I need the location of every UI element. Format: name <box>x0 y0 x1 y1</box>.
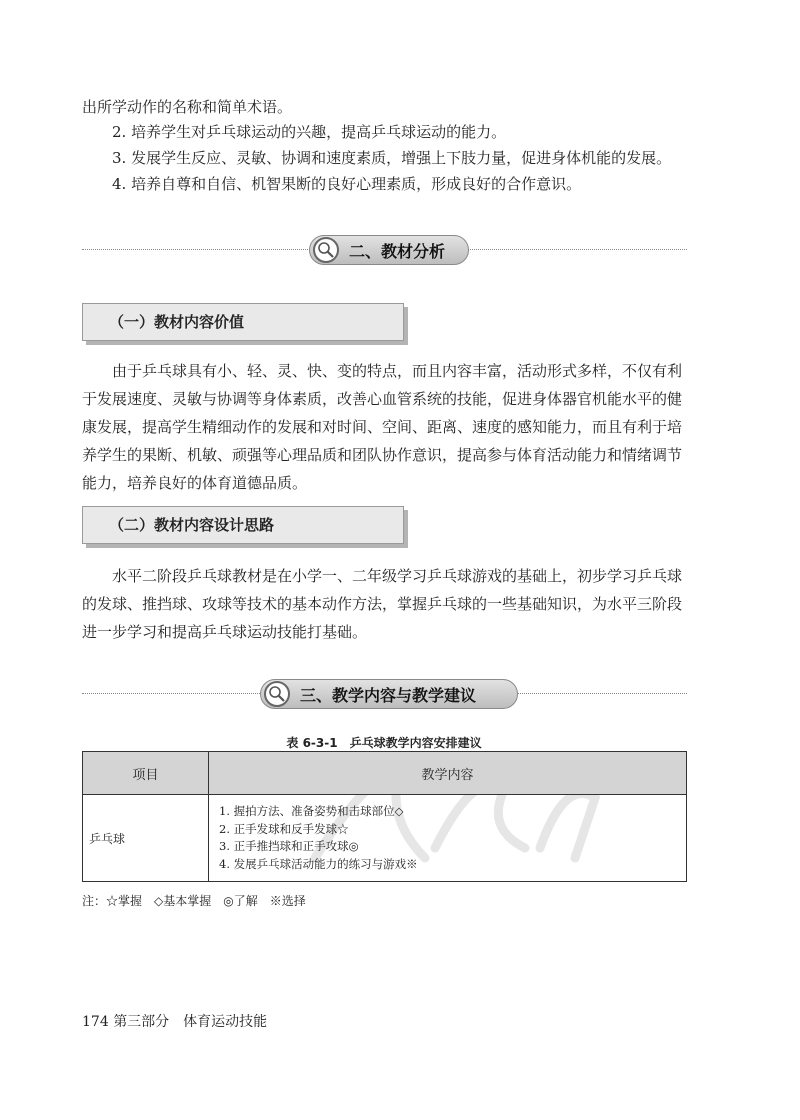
subsection-header-design <box>82 506 404 544</box>
table-tennis-icon <box>264 681 290 707</box>
header-content: 教学内容 <box>209 752 687 795</box>
subsection-title: （一）教材内容价值 <box>109 313 245 331</box>
page-number: 174 <box>82 1014 109 1030</box>
table-row <box>83 795 687 882</box>
cell-contents <box>209 795 687 882</box>
objective-item-4: 4. 培养自尊和自信、机智果断的良好心理素质，形成良好的合作意识。 <box>112 175 582 193</box>
table-header-row <box>83 752 687 795</box>
objective-item-2: 2. 培养学生对乒乓球运动的兴趣，提高乒乓球运动的能力。 <box>112 123 507 141</box>
section-header-analysis <box>309 235 469 265</box>
list-item: 1. 握拍方法、准备姿势和击球部位◇ <box>219 804 404 818</box>
table-caption: 表 6-3-1 乒乓球教学内容安排建议 <box>286 736 482 750</box>
section-title: 三、教学内容与教学建议 <box>300 685 477 705</box>
section-divider-right <box>516 693 687 694</box>
objectives-continuation: 出所学动作的名称和简单术语。 <box>82 98 293 116</box>
subsection-title: （二）教材内容设计思路 <box>109 516 275 534</box>
list-item: 4. 发展乒乓球活动能力的练习与游戏※ <box>219 856 418 871</box>
header-project: 项目 <box>83 752 209 795</box>
subsection-header-value <box>82 303 404 341</box>
paragraph-design: 水平二阶段乒乓球教材是在小学一、二年级学习乒乓球游戏的基础上，初步学习乒乓球的发球、推挡球、攻球等技术的基本动作方法，掌握乒乓球的一些基础知识，为水平三阶段进一步学习和提高乒乓球运动技能打基础。 <box>82 567 683 641</box>
section-divider-left <box>82 249 312 250</box>
section-title: 二、教材分析 <box>349 241 446 261</box>
paragraph-value: 由于乒乓球具有小、轻、灵、快、变的特点，而且内容丰富，活动形式多样，不仅有利于发展速度、灵敏与协调等身体素质，改善心血管系统的技能，促进身体器官机能水平的健康发展，提高学生精细动作的发展和对时间、空间、距离、速度的感知能力，而且有利于培养学生的果断、机敏、顽强等心理品质和团队协作意识，提高参与体育活动能力和情绪调节能力，培养良好的体育道德品质。 <box>82 362 683 492</box>
objective-item-3: 3. 发展学生反应、灵敏、协调和速度素质，增强上下肢力量，促进身体机能的发展。 <box>112 149 672 167</box>
section-divider-right <box>467 249 687 250</box>
list-item: 3. 正手推挡球和正手攻球◎ <box>219 839 359 853</box>
content-table <box>82 751 687 882</box>
cell-project: 乒乓球 <box>83 795 209 882</box>
section-divider-left <box>82 693 262 694</box>
table-note: 注：☆掌握 ◇基本掌握 ◎了解 ※选择 <box>82 894 306 908</box>
table-tennis-icon <box>313 237 339 263</box>
page-footer <box>82 1011 267 1031</box>
part-title: 第三部分 体育运动技能 <box>113 1014 268 1030</box>
list-item: 2. 正手发球和反手发球☆ <box>219 821 349 836</box>
section-header-content <box>260 679 518 709</box>
